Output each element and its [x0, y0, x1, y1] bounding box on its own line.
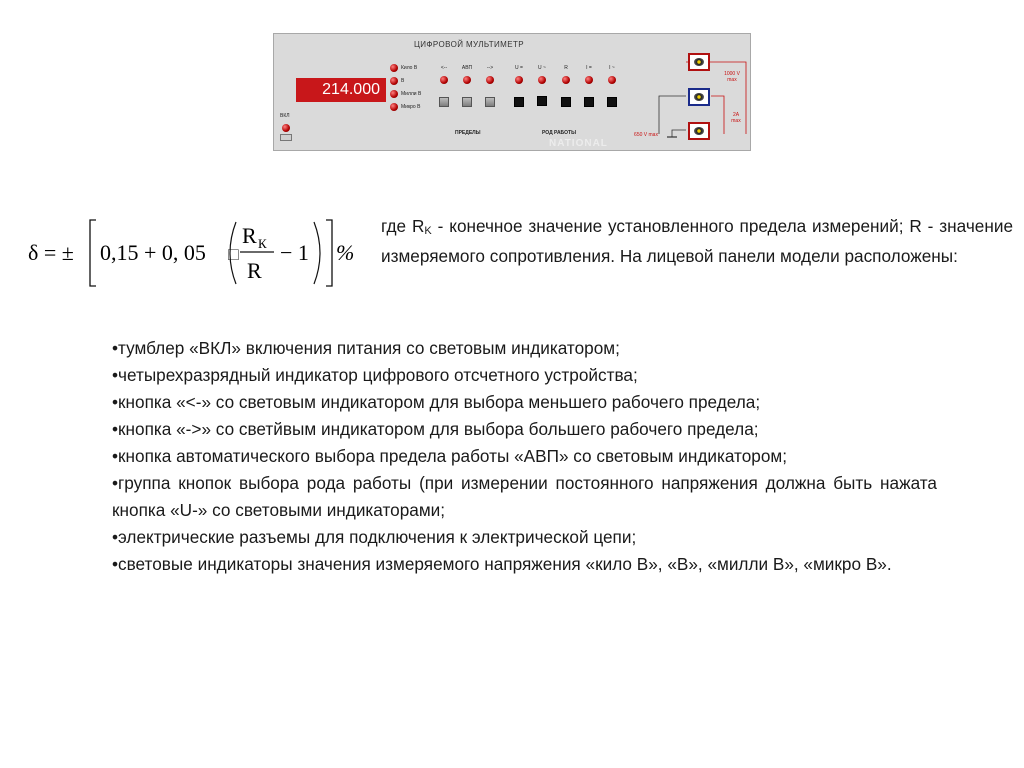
label-mode-dc-current: I = [586, 65, 592, 71]
list-item: •группа кнопок выбора рода работы (при измерении постоянного напряжения должна быть нажата кнопка «U-» со световыми индикаторами; [112, 473, 937, 520]
mode-section-label: РОД РАБОТЫ [542, 130, 576, 136]
power-label: ВКЛ [280, 113, 290, 119]
unit-label-kilo-v: Кило В [401, 65, 418, 71]
percent-sign: % [336, 240, 355, 265]
voltage-limit-label [720, 71, 744, 83]
intro-part2: - конечное значение установленного предела измерений; R - значение измеряемого сопротивления. На лицевой панели модели расположены: [381, 216, 1013, 266]
label-range-down: <-- [440, 65, 448, 71]
unit-label-micro-v: Микро В [401, 104, 421, 110]
current-limit-label [726, 112, 746, 124]
list-item: •кнопка «<-» со световым индикатором для выбора меньшего рабочего предела; [112, 392, 761, 412]
label-range-up: --> [486, 65, 494, 71]
fraction-denominator: R [247, 258, 262, 283]
multiply-sign: □ [228, 244, 239, 264]
list-item: •кнопка автоматического выбора предела работы «АВП» со световым индикатором; [112, 446, 787, 466]
multimeter-panel [273, 33, 751, 151]
label-auto-range: АВП [461, 65, 473, 71]
label-mode-ac-voltage: U ~ [538, 65, 546, 71]
intro-paragraph [381, 214, 1013, 269]
terminal-wiring [274, 34, 752, 152]
list-item: •электрические разъемы для подключения к электрической цепи; [112, 527, 637, 547]
current-terminal[interactable] [688, 122, 710, 140]
voltage-limit-max: max [727, 77, 737, 83]
right-paren [314, 222, 320, 284]
ground-voltage-label: 650 V max [634, 132, 658, 138]
list-item: •световые индикаторы значения измеряемого напряжения «кило В», «В», «милли В», «микро В». [112, 554, 892, 574]
voltage-limit-value: 1000 V [724, 71, 740, 77]
list-item: •тумблер «ВКЛ» включения питания со световым индикатором; [112, 338, 620, 358]
intro-subscript: K [424, 225, 432, 237]
fraction-numerator-subscript: К [258, 236, 267, 251]
error-formula [28, 212, 368, 292]
label-mode-resistance: R [564, 65, 568, 71]
current-limit-value: 2A [732, 112, 740, 118]
unit-label-milli-v: Милли В [401, 91, 422, 97]
formula-lhs: δ = ± [28, 240, 74, 265]
right-bracket [326, 220, 332, 286]
formula-minus-one: − 1 [280, 240, 309, 265]
label-mode-dc-voltage: U = [515, 65, 523, 71]
formula-term1: 0,15 + 0, 05 [100, 240, 206, 265]
intro-part1: где R [381, 216, 425, 236]
features-list [112, 335, 937, 578]
current-limit-max: max [731, 118, 741, 124]
label-mode-ac-current: I ~ [609, 65, 615, 71]
watermark-logo: NATIONAL [549, 138, 608, 149]
unit-label-v: В [401, 78, 405, 84]
list-item: •кнопка «->» со светйвым индикатором для выбора большего рабочего предела; [112, 419, 759, 439]
limits-section-label: ПРЕДЕЛЫ [455, 130, 481, 136]
voltage-terminal[interactable] [688, 53, 710, 71]
list-item: •четырехразрядный индикатор цифрового отсчетного устройства; [112, 365, 638, 385]
fraction-numerator: R [242, 223, 257, 248]
common-terminal[interactable] [688, 88, 710, 106]
panel-title: ЦИФРОВОЙ МУЛЬТИМЕТР [413, 40, 525, 49]
digital-display: 214.000 [296, 78, 386, 102]
left-bracket [90, 220, 96, 286]
